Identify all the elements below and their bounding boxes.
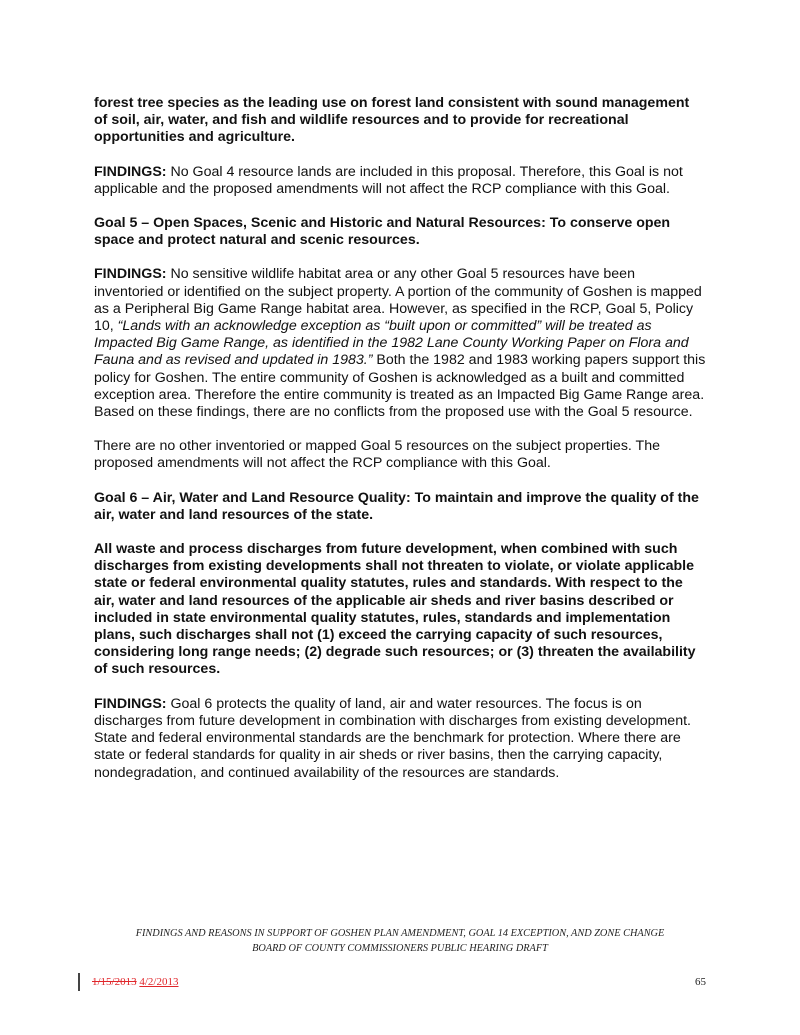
goal6-heading: Goal 6 – Air, Water and Land Resource Quality: To maintain and improve the quality of the air, water and land resources of the state.	[94, 489, 699, 523]
goal5-findings-text-a: No sensitive wildlife habitat area or any other Goal 5 resources have been inventoried or identified on the subject property. A portion of the community of Goshen is mapped as a Peripheral Big Game Range habitat area. However, as specified in the RCP, Goal 5, Policy 10,	[94, 266, 702, 335]
findings-label: FINDINGS:	[94, 163, 167, 180]
footer-subtitle: BOARD OF COUNTY COMMISSIONERS PUBLIC HEARING DRAFT	[252, 943, 548, 954]
goal5-other-resources: There are no other inventoried or mapped Goal 5 resources on the subject properties. The proposed amendments will not affect the RCP compliance with this Goal.	[94, 438, 660, 472]
document-body	[94, 95, 706, 799]
goal6-policy-text: All waste and process discharges from future development, when combined with such discharges from existing developments shall not threaten to violate, or violate applicable state or federal environmental quality statutes, rules and standards. With respect to the air, water and land resources of the applicable air sheds and river basins described or included in state environmental quality statutes, rules, standards and implementation plans, such discharges shall not (1) exceed the carrying capacity of such resources, considering long range needs; (2) degrade such resources; or (3) threaten the availability of such resources.	[94, 541, 696, 678]
findings-label: FINDINGS:	[94, 695, 167, 712]
goal5-findings	[94, 266, 706, 421]
footer-bottom-row	[78, 975, 708, 991]
goal5-policy-quote: “Lands with an acknowledge exception as “built upon or committed” will be treated as Impacted Big Game Range, as identified in the 1982 Lane County Working Paper on Flora and Fauna and as revised and updated in 1983.”	[94, 318, 689, 369]
goal6-findings-text: Goal 6 protects the quality of land, air and water resources. The focus is on discharges from future development in combination with discharges from existing development. State and federal environmental standards are the benchmark for protection. Where there are state or federal standards for quality in air sheds or river basins, then the carrying capacity, nondegradation, and continued availability of the resources are standards.	[94, 695, 691, 781]
page-number: 65	[695, 976, 706, 988]
goal6-findings	[94, 696, 706, 782]
goal5-heading: Goal 5 – Open Spaces, Scenic and Historic and Natural Resources: To conserve open space and protect natural and scenic resources.	[94, 215, 671, 249]
revision-change-bar	[78, 973, 80, 991]
goal4-findings	[94, 164, 706, 198]
old-date-strikethrough: 1/15/2013	[92, 976, 137, 988]
goal5-findings-text-b: Both the 1982 and 1983 working papers support this policy for Goshen. The entire community of Goshen is acknowledged as a built and committed exception area. Therefore the entire community is treated as an Impacted Big Game Range area. Based on these findings, there are no conflicts from the proposed use with the Goal 5 resource.	[94, 352, 706, 421]
goal4-continuation: forest tree species as the leading use on forest land consistent with sound management of soil, air, water, and fish and wildlife resources and to provide for recreational opportunities and agriculture.	[94, 95, 690, 146]
goal4-findings-text: No Goal 4 resource lands are included in this proposal. Therefore, this Goal is not applicable and the proposed amendments will not affect the RCP compliance with this Goal.	[94, 163, 683, 197]
new-date: 4/2/2013	[139, 976, 179, 988]
findings-label: FINDINGS:	[94, 266, 167, 283]
footer-dates	[92, 976, 179, 988]
footer-title: FINDINGS AND REASONS IN SUPPORT OF GOSHEN PLAN AMENDMENT, GOAL 14 EXCEPTION, AND ZONE CHANGE	[135, 928, 665, 939]
